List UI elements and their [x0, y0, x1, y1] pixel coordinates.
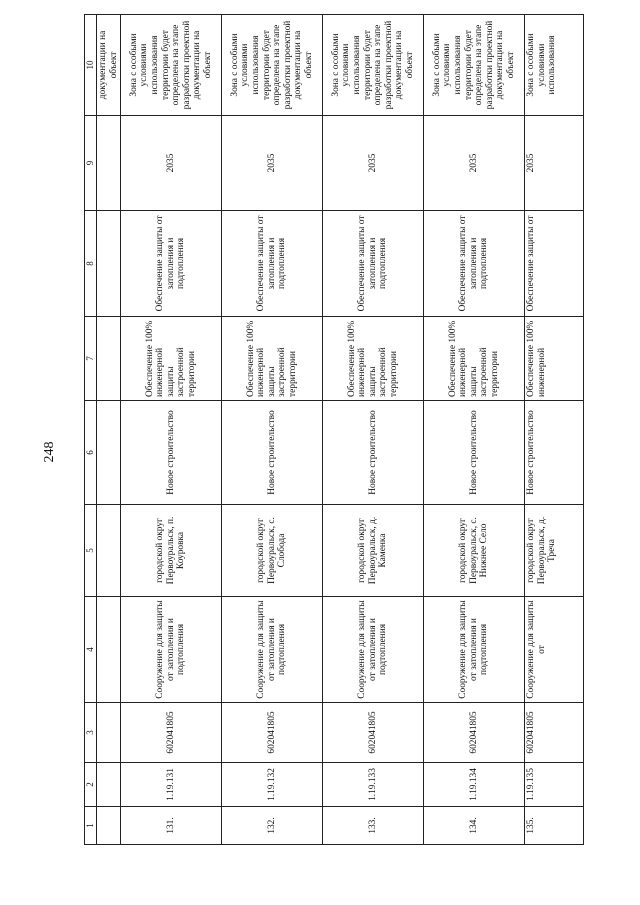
col-header: 3 — [85, 703, 97, 763]
name-cell: Сооружение для защиты от — [525, 597, 584, 703]
objects-table — [84, 14, 584, 845]
okato-cell: 602041805 — [525, 703, 584, 763]
column-number-header — [85, 15, 97, 845]
col-header: 9 — [85, 116, 97, 211]
zone-cell: Зона с особыми условиями использования территории будет определена на этапе разработки проектной документации на объект — [323, 15, 424, 116]
year-cell: 2035 — [525, 116, 584, 211]
type-cell: Новое строительство — [121, 401, 222, 505]
row-number-cell: 135. — [525, 807, 584, 845]
type-cell: Новое строительство — [222, 401, 323, 505]
zone-cell: Зона с особыми условиями использования — [525, 15, 584, 116]
goal-cell: Обеспечение 100% инженерной защиты застроенной территории — [121, 317, 222, 401]
code-cell: 1.19.132 — [222, 763, 323, 807]
col-header: 6 — [85, 401, 97, 505]
name-cell: Сооружение для защиты от затопления и подтопления — [222, 597, 323, 703]
name-cell: Сооружение для защиты от затопления и подтопления — [121, 597, 222, 703]
col-header: 1 — [85, 807, 97, 845]
okato-cell: 602041805 — [323, 703, 424, 763]
row-number-cell: 131. — [121, 807, 222, 845]
col-header: 4 — [85, 597, 97, 703]
type-cell: Новое строительство — [525, 401, 584, 505]
type-cell: Новое строительство — [424, 401, 525, 505]
code-cell: 1.19.135 — [525, 763, 584, 807]
location-cell: городской округ Первоуральск, п. Коуровка — [121, 505, 222, 597]
code-cell: 1.19.131 — [121, 763, 222, 807]
purpose-cell: Обеспечение защиты от затопления и подтопления — [222, 211, 323, 317]
location-cell: городской округ Первоуральск, с. Нижнее Село — [424, 505, 525, 597]
col-header: 7 — [85, 317, 97, 401]
table-row — [323, 15, 424, 845]
location-cell: городской округ Первоуральск, д. Треча — [525, 505, 584, 597]
col-header: 8 — [85, 211, 97, 317]
type-cell: Новое строительство — [323, 401, 424, 505]
table-row — [121, 15, 222, 845]
col-header: 10 — [85, 15, 97, 116]
code-cell: 1.19.133 — [323, 763, 424, 807]
okato-cell: 602041805 — [424, 703, 525, 763]
zone-cell: документации на объект — [97, 15, 121, 116]
purpose-cell: Обеспечение защиты от затопления и подтопления — [121, 211, 222, 317]
year-cell: 2035 — [323, 116, 424, 211]
purpose-cell: Обеспечение защиты от затопления и подтопления — [424, 211, 525, 317]
zone-cell: Зона с особыми условиями использования территории будет определена на этапе разработки проектной документации на объект — [222, 15, 323, 116]
continuation-row — [97, 15, 121, 845]
table-row — [424, 15, 525, 845]
col-header: 5 — [85, 505, 97, 597]
name-cell: Сооружение для защиты от затопления и подтопления — [323, 597, 424, 703]
purpose-cell: Обеспечение защиты от — [525, 211, 584, 317]
location-cell: городской округ Первоуральск, д. Каменка — [323, 505, 424, 597]
purpose-cell: Обеспечение защиты от затопления и подтопления — [323, 211, 424, 317]
row-number-cell: 132. — [222, 807, 323, 845]
code-cell: 1.19.134 — [424, 763, 525, 807]
location-cell: городской округ Первоуральск, с. Слобода — [222, 505, 323, 597]
year-cell: 2035 — [222, 116, 323, 211]
name-cell: Сооружение для защиты от затопления и подтопления — [424, 597, 525, 703]
row-number-cell: 133. — [323, 807, 424, 845]
year-cell: 2035 — [424, 116, 525, 211]
col-header: 2 — [85, 763, 97, 807]
goal-cell: Обеспечение 100% инженерной защиты застроенной территории — [323, 317, 424, 401]
row-number-cell: 134. — [424, 807, 525, 845]
zone-cell: Зона с особыми условиями использования территории будет определена на этапе разработки проектной документации на объект — [121, 15, 222, 116]
table-row — [525, 15, 584, 845]
rotated-table-container — [84, 15, 584, 845]
page-number: 248 — [42, 441, 57, 463]
goal-cell: Обеспечение 100% инженерной — [525, 317, 584, 401]
table-row — [222, 15, 323, 845]
year-cell: 2035 — [121, 116, 222, 211]
goal-cell: Обеспечение 100% инженерной защиты застроенной территории — [424, 317, 525, 401]
okato-cell: 602041805 — [222, 703, 323, 763]
zone-cell: Зона с особыми условиями использования территории будет определена на этапе разработки проектной документации на объект — [424, 15, 525, 116]
okato-cell: 602041805 — [121, 703, 222, 763]
goal-cell: Обеспечение 100% инженерной защиты застроенной территории — [222, 317, 323, 401]
